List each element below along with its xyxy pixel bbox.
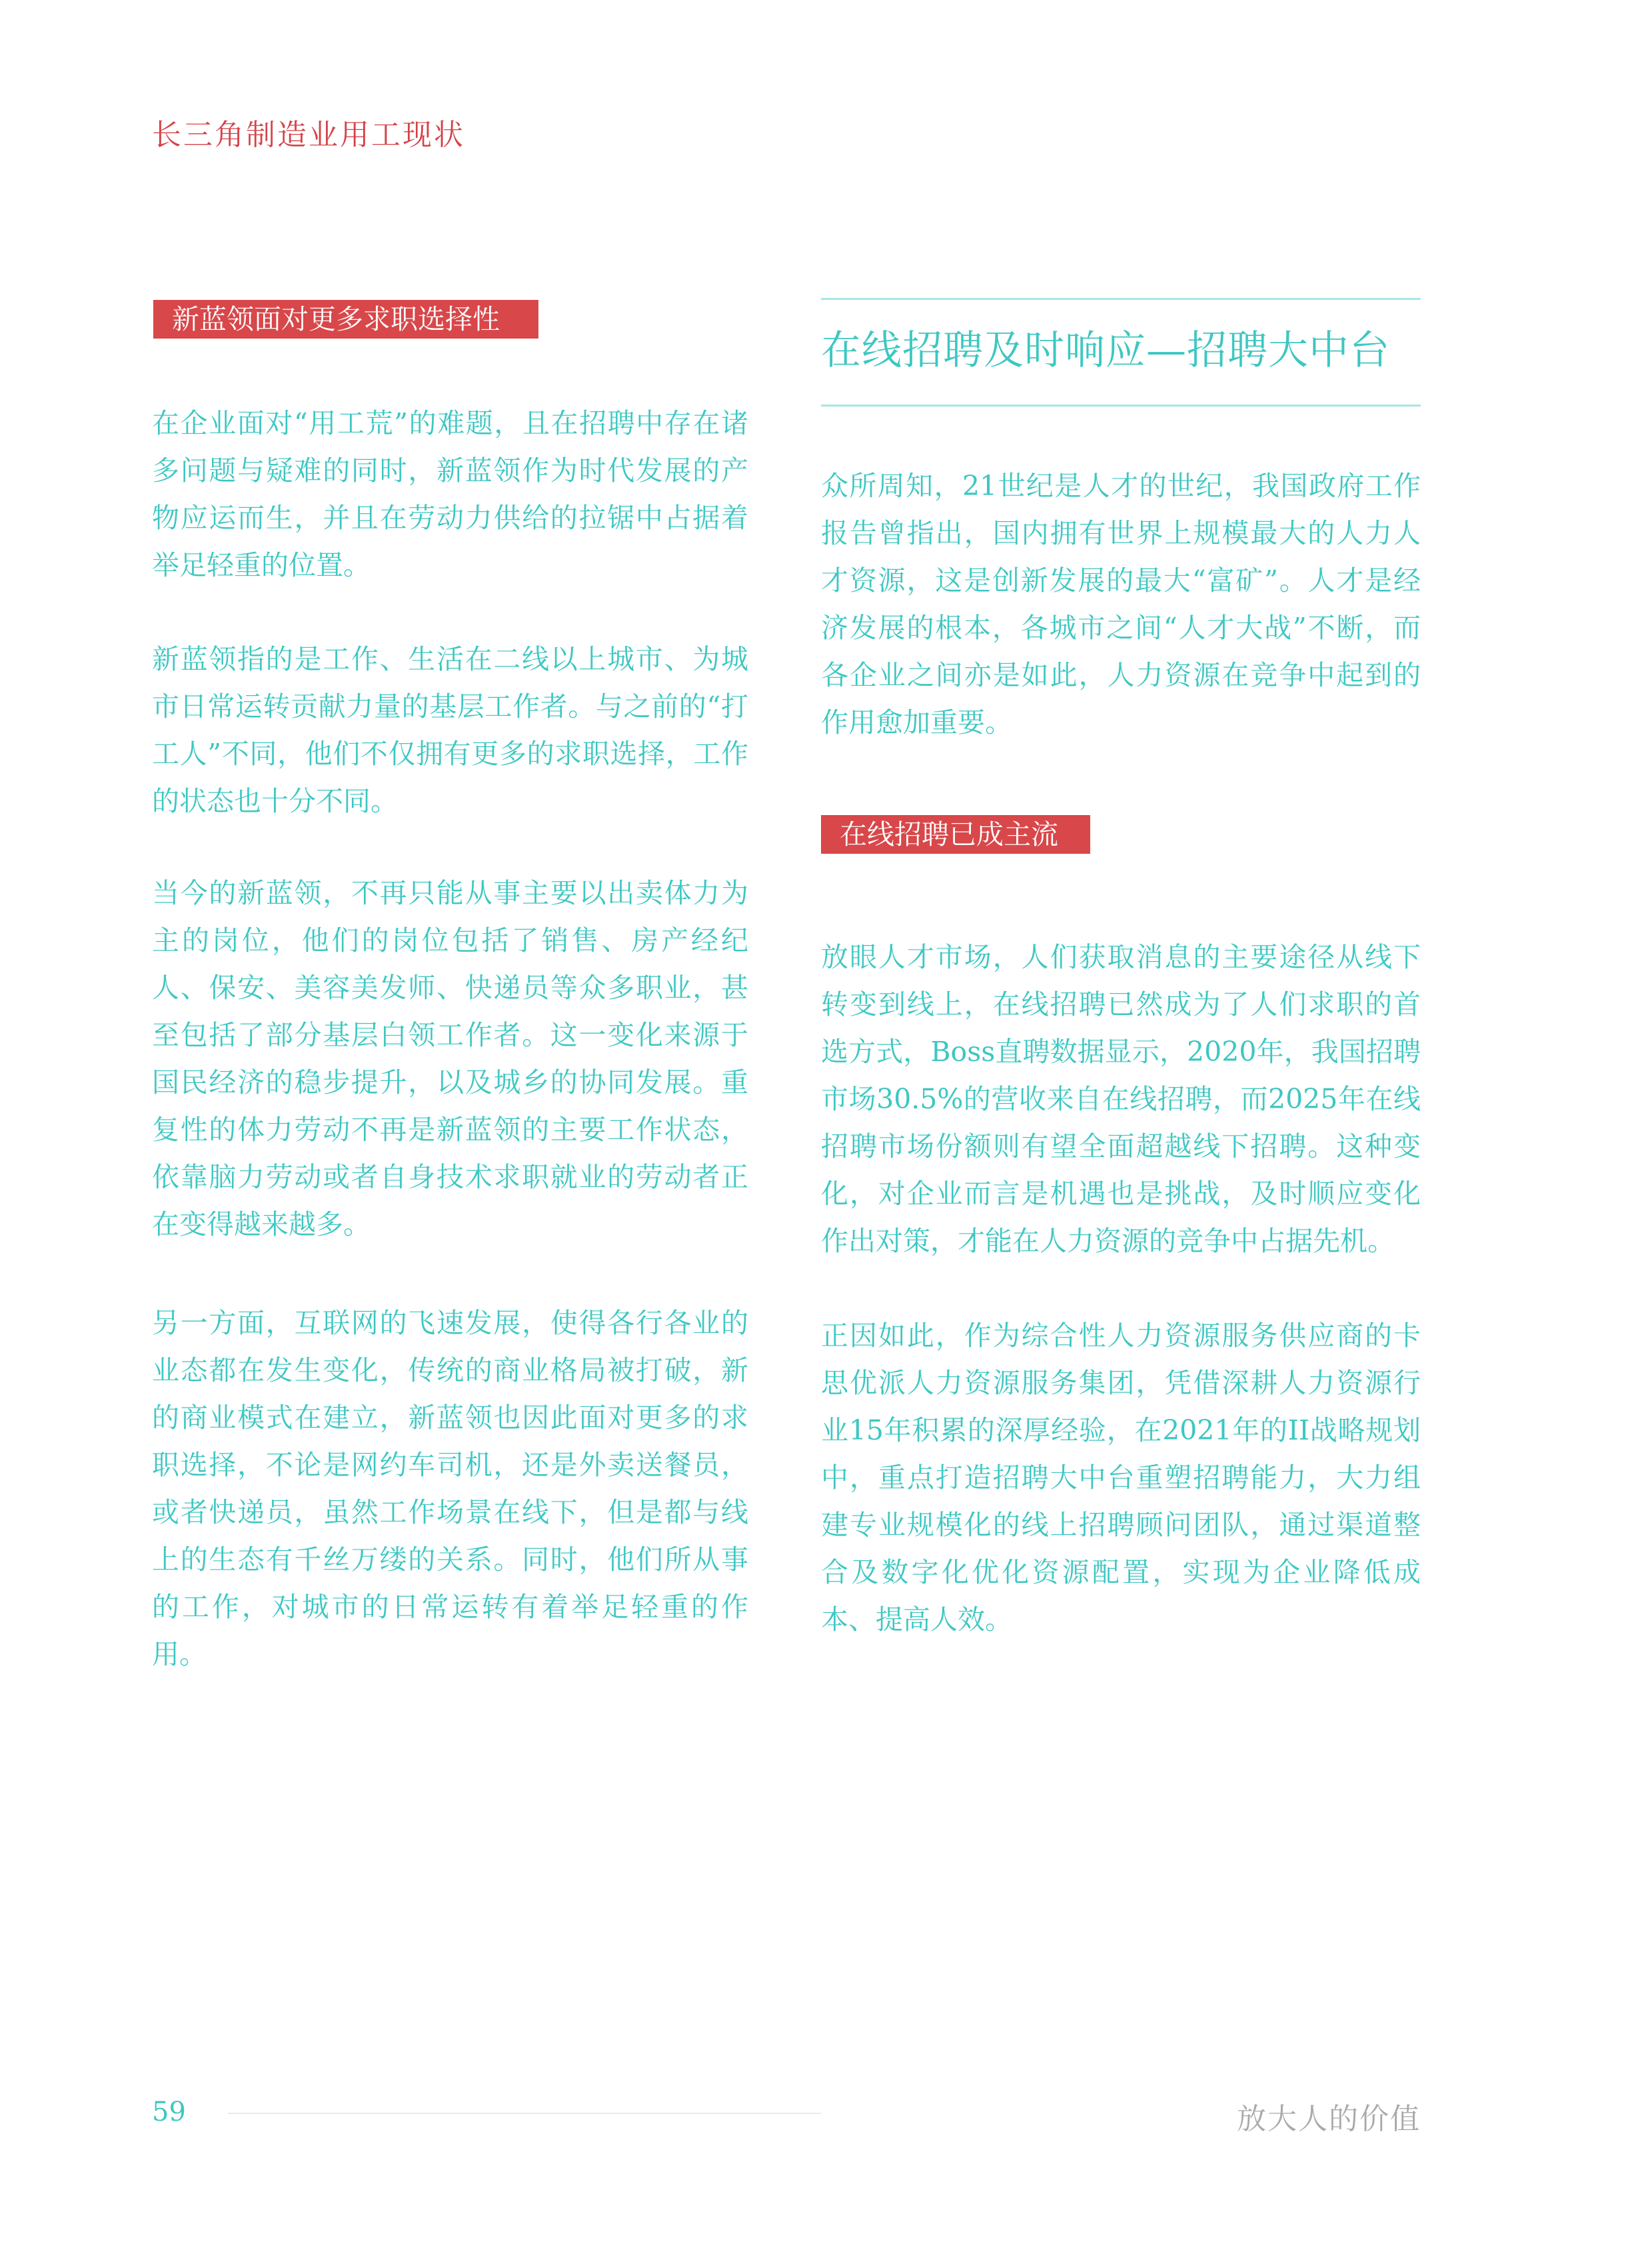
section-tag-new-blue-collar: 新蓝领面对更多求职选择性	[153, 300, 538, 339]
right-intro-paragraph: 众所周知，21世纪是人才的世纪，我国政府工作报告曾指出，国内拥有世界上规模最大的人力人才资源，这是创新发展的最大“富矿”。人才是经济发展的根本，各城市之间“人才大战”不断，而各企业之间亦是如此，人力资源在竞争中起到的作用愈加重要。	[821, 470, 1421, 738]
right-paragraph-2: 正因如此，作为综合性人力资源服务供应商的卡思优派人力资源服务集团，凭借深耕人力资源行业15年积累的深厚经验，在2021年的II战略规划中，重点打造招聘大中台重塑招聘能力，大力组建专业规模化的线上招聘顾问团队，通过渠道整合及数字化优化资源配置，实现为企业降低成本、提高人效。	[821, 1320, 1421, 1636]
right-paragraph-1: 放眼人才市场，人们获取消息的主要途径从线下转变到线上，在线招聘已然成为了人们求职的首选方式，Boss直聘数据显示，2020年，我国招聘市场30.5%的营收来自在线招聘，而2025年在线招聘市场份额则有望全面超越线下招聘。这种变化，对企业而言是机遇也是挑战，及时顺应变化作出对策，才能在人力资源的竞争中占据先机。	[821, 941, 1421, 1257]
left-paragraph-4: 另一方面，互联网的飞速发展，使得各行各业的业态都在发生变化，传统的商业格局被打破，新的商业模式在建立，新蓝领也因此面对更多的求职选择，不论是网约车司机，还是外卖送餐员，或者快递员，虽然工作场景在线下，但是都与线上的生态有千丝万缕的关系。同时，他们所从事的工作，对城市的日常运转有着举足轻重的作用。	[152, 1307, 748, 1670]
heading-bottom-rule	[821, 405, 1421, 407]
left-paragraph-1: 在企业面对“用工荒”的难题，且在招聘中存在诸多问题与疑难的同时，新蓝领作为时代发展的产物应运而生，并且在劳动力供给的拉锯中占据着举足轻重的位置。	[152, 407, 748, 581]
left-paragraph-3: 当今的新蓝领，不再只能从事主要以出卖体力为主的岗位，他们的岗位包括了销售、房产经纪人、保安、美容美发师、快递员等众多职业，甚至包括了部分基层白领工作者。这一变化来源于国民经济的稳步提升，以及城乡的协同发展。重复性的体力劳动不再是新蓝领的主要工作状态，依靠脑力劳动或者自身技术求职就业的劳动者正在变得越来越多。	[152, 877, 748, 1240]
heading-top-rule	[821, 298, 1421, 300]
section-tag-online-mainstream: 在线招聘已成主流	[821, 815, 1090, 854]
page-number: 59	[152, 2097, 186, 2127]
left-paragraph-2: 新蓝领指的是工作、生活在二线以上城市、为城市日常运转贡献力量的基层工作者。与之前的“打工人”不同，他们不仅拥有更多的求职选择，工作的状态也十分不同。	[152, 643, 748, 817]
footer-divider	[228, 2113, 821, 2114]
section-heading-online-recruitment: 在线招聘及时响应—招聘大中台	[821, 327, 1390, 374]
running-header-title: 长三角制造业用工现状	[152, 118, 465, 152]
footer-slogan: 放大人的价值	[1237, 2102, 1421, 2136]
